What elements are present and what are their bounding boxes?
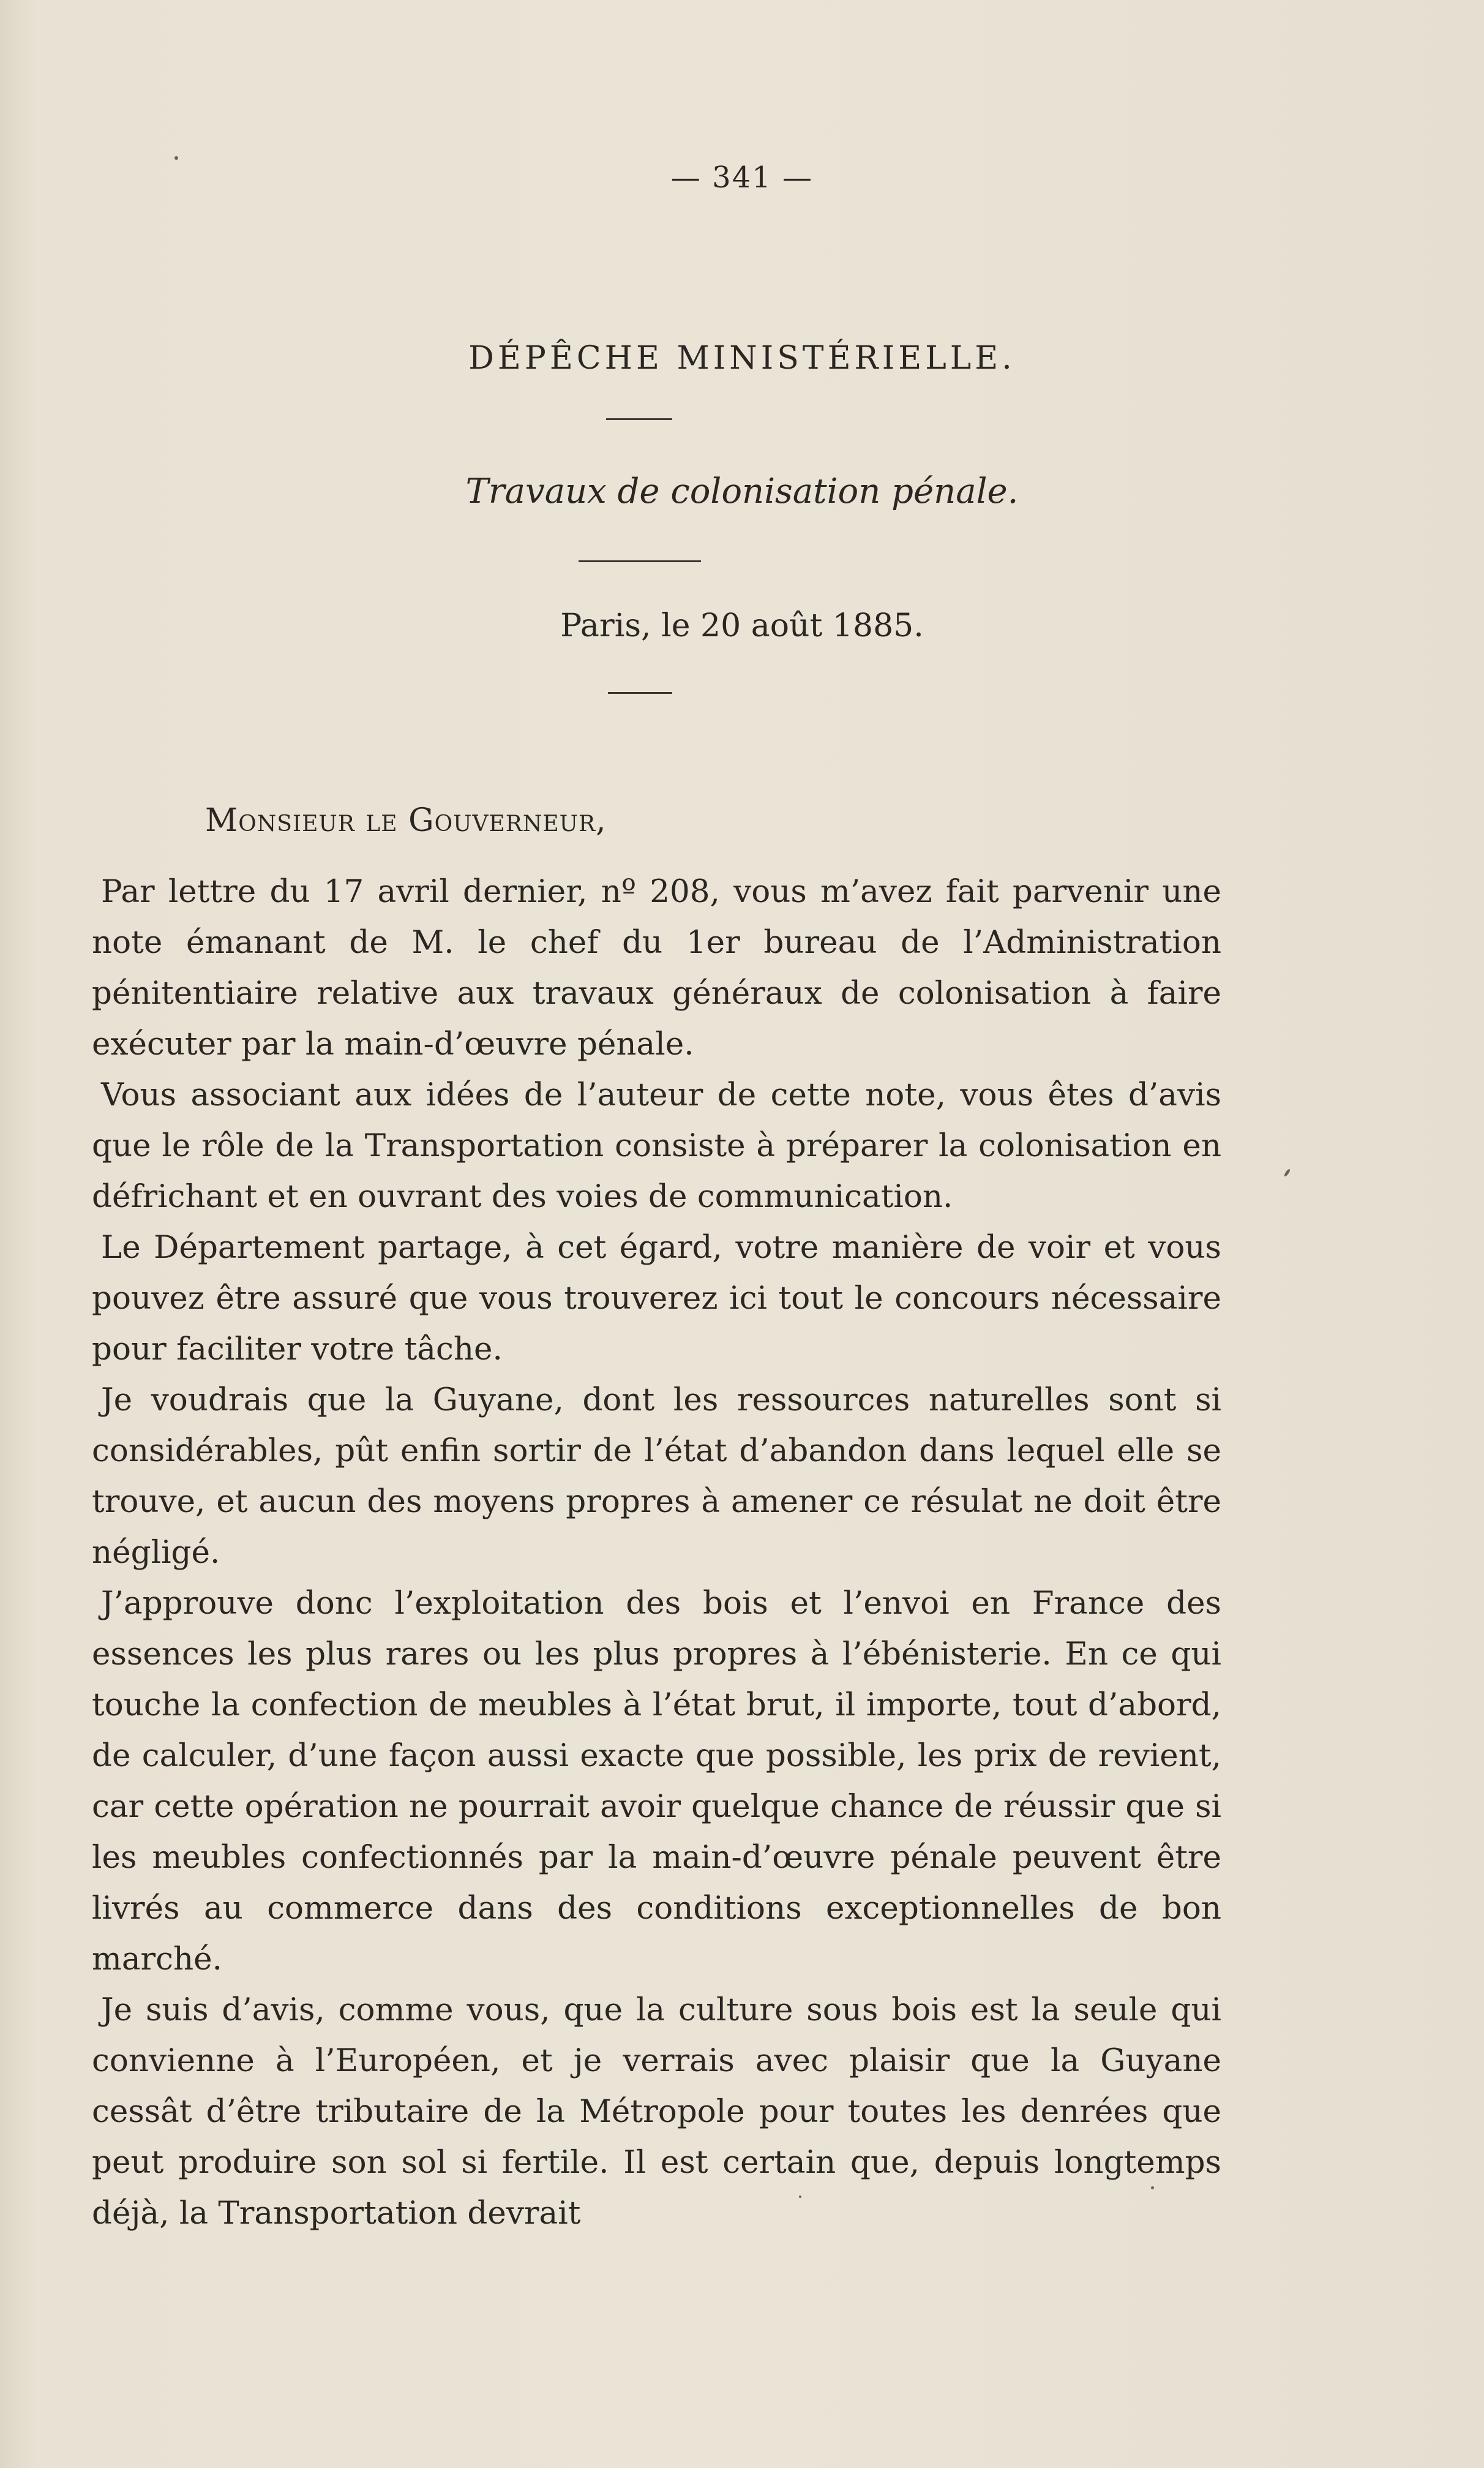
- paragraph: Par lettre du 17 avril dernier, nº 208, vous m’avez fait parvenir une note émanant de M. le chef du 1er bureau de l’Administration pénitentiaire relative aux travaux généraux de colonisation à faire exécuter par la main-d’œuvre pénale.: [92, 873, 1221, 1063]
- paper-speck: [799, 2195, 801, 2198]
- document-subtitle: Travaux de colonisation pénale.: [465, 472, 1019, 511]
- dateline: Paris, le 20 août 1885.: [560, 608, 924, 644]
- paper-speck: [174, 156, 178, 160]
- page-number: — 341 —: [670, 160, 814, 195]
- title-rule: [606, 418, 672, 420]
- paragraph: Je voudrais que la Guyane, dont les ressources naturelles sont si considérables, pût enfin sortir de l’état d’abandon dans lequel elle se trouve, et aucun des moyens propres à amener ce résulat ne doit être négligé.: [92, 1382, 1221, 1571]
- document-title: DÉPÊCHE MINISTÉRIELLE.: [468, 340, 1016, 377]
- salutation: Monsieur le Gouverneur,: [205, 802, 607, 839]
- paper-speck: [1151, 2186, 1154, 2189]
- subtitle-rule: [579, 560, 701, 562]
- dateline-rule: [608, 692, 672, 694]
- paragraph: Vous associant aux idées de l’auteur de cette note, vous êtes d’avis que le rôle de la Transportation consiste à préparer la colonisation en défrichant et en ouvrant des voies de communication.: [92, 1077, 1221, 1215]
- letter-body: [92, 867, 1221, 2239]
- paragraph: Je suis d’avis, comme vous, que la culture sous bois est la seule qui convienne à l’Européen, et je verrais avec plaisir que la Guyane cessât d’être tributaire de la Métropole pour toutes les denrées que peut produire son sol si fertile. Il est certain que, depuis longtemps déjà, la Transportation devrait: [92, 1992, 1221, 2232]
- paragraph: Le Département partage, à cet égard, votre manière de voir et vous pouvez être assuré que vous trouverez ici tout le concours nécessaire pour faciliter votre tâche.: [92, 1229, 1221, 1368]
- paragraph: J’approuve donc l’exploitation des bois et l’envoi en France des essences les plus rares ou les plus propres à l’ébénisterie. En ce qui touche la confection de meubles à l’état brut, il importe, tout d’abord, de calculer, d’une façon aussi exacte que possible, les prix de revient, car cette opération ne pourrait avoir quelque chance de réussir que si les meubles confectionnés par la main-d’œuvre pénale peuvent être livrés au commerce dans des conditions exceptionnelles de bon marché.: [92, 1585, 1221, 1977]
- paper-speck: [1283, 1168, 1291, 1177]
